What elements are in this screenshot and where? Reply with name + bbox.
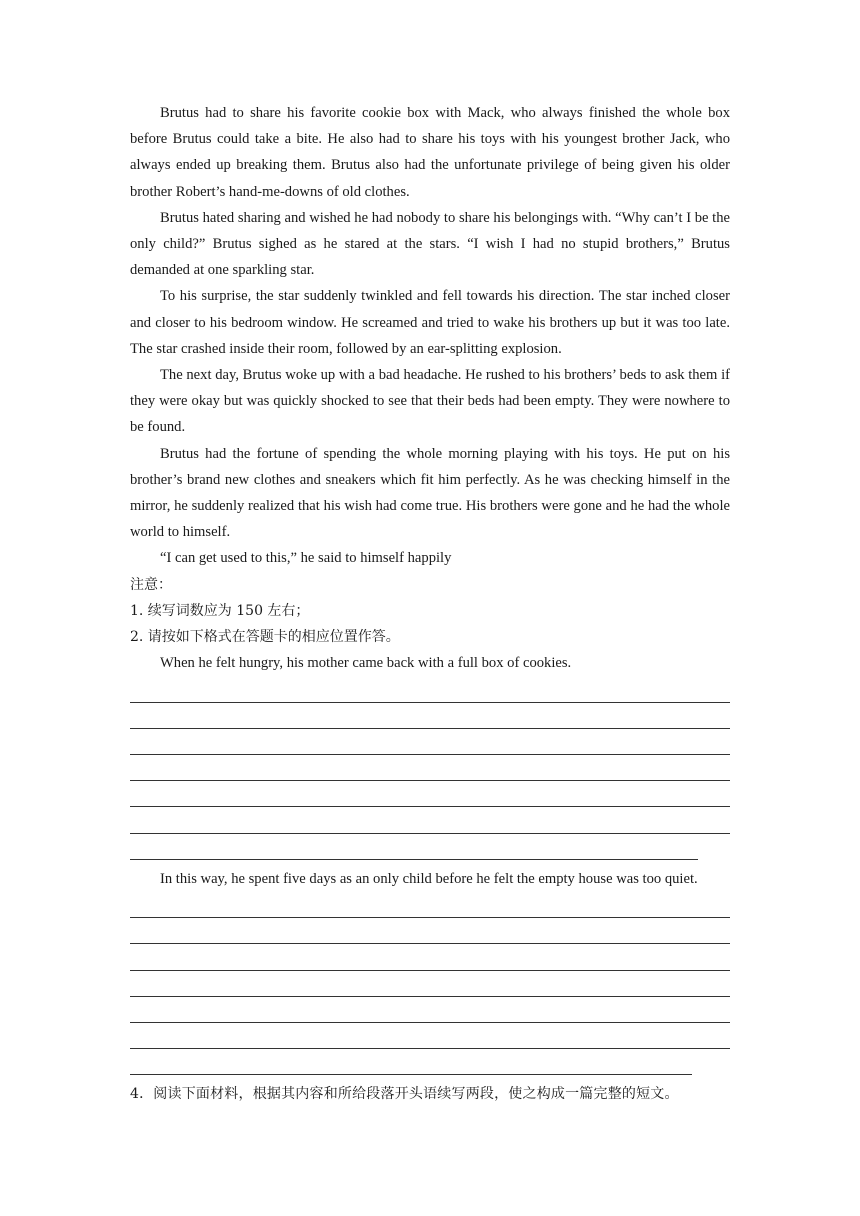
answer-line[interactable] [130, 676, 730, 702]
answer-line[interactable] [130, 729, 730, 755]
answer-line[interactable] [130, 807, 730, 833]
story-paragraph-2: Brutus hated sharing and wished he had nobody to share his belongings with. “Why can’t I be the only child?” Brutus sighed as he stared at the stars. “I wish I had no stupid brothers,” Brutus demanded at one sparkling star. [130, 209, 730, 279]
document-page [130, 100, 730, 1108]
paragraph-starter-1: When he felt hungry, his mother came back with a full box of cookies. [160, 655, 572, 672]
answer-line[interactable] [130, 971, 730, 997]
notes-item-2: 2. 请按如下格式在答题卡的相应位置作答。 [130, 629, 400, 646]
answer-line[interactable] [130, 781, 730, 807]
answer-line[interactable] [130, 834, 698, 860]
answer-line[interactable] [130, 892, 730, 918]
answer-line[interactable] [130, 1049, 692, 1075]
notes-item-1: 1. 续写词数应为 150 左右； [130, 602, 310, 619]
next-task-instruction: 4．阅读下面材料，根据其内容和所给段落开头语续写两段，使之构成一篇完整的短文。 [130, 1086, 679, 1103]
answer-line[interactable] [130, 944, 730, 970]
story-paragraph-6: “I can get used to this,” he said to himself happily [160, 550, 452, 567]
answer-lines-2[interactable] [130, 892, 730, 1075]
story-paragraph-1: Brutus had to share his favorite cookie box with Mack, who always finished the whole box before Brutus could take a bite. He also had to share his toys with his youngest brother Jack, who always ended up breaking them. Brutus also had the unfortunate privilege of being given his older brother Robert’s hand-me-downs of old clothes. [130, 105, 730, 200]
answer-line[interactable] [130, 703, 730, 729]
story-paragraph-5: Brutus had the fortune of spending the whole morning playing with his toys. He put on his brother’s brand new clothes and sneakers which fit him perfectly. As he was checking himself in the mirror, he suddenly realized that his wish had come true. His brothers were gone and he had the whole world to himself. [130, 445, 730, 541]
answer-line[interactable] [130, 918, 730, 944]
story-paragraph-4: The next day, Brutus woke up with a bad headache. He rushed to his brothers’ beds to ask them if they were okay but was quickly shocked to see that their beds had been empty. They were nowhere to be found. [130, 367, 730, 436]
paragraph-starter-2: In this way, he spent five days as an only child before he felt the empty house was too quiet. [160, 870, 698, 887]
answer-line[interactable] [130, 1023, 730, 1049]
answer-line[interactable] [130, 997, 730, 1023]
answer-lines-1[interactable] [130, 676, 730, 859]
story-paragraph-3: To his surprise, the star suddenly twinkled and fell towards his direction. The star inched closer and closer to his bedroom window. He screamed and tried to wake his brothers up but it was too late. The star crashed inside their room, followed by an ear-splitting explosion. [130, 288, 730, 357]
notes-heading: 注意： [130, 576, 172, 593]
answer-line[interactable] [130, 755, 730, 781]
